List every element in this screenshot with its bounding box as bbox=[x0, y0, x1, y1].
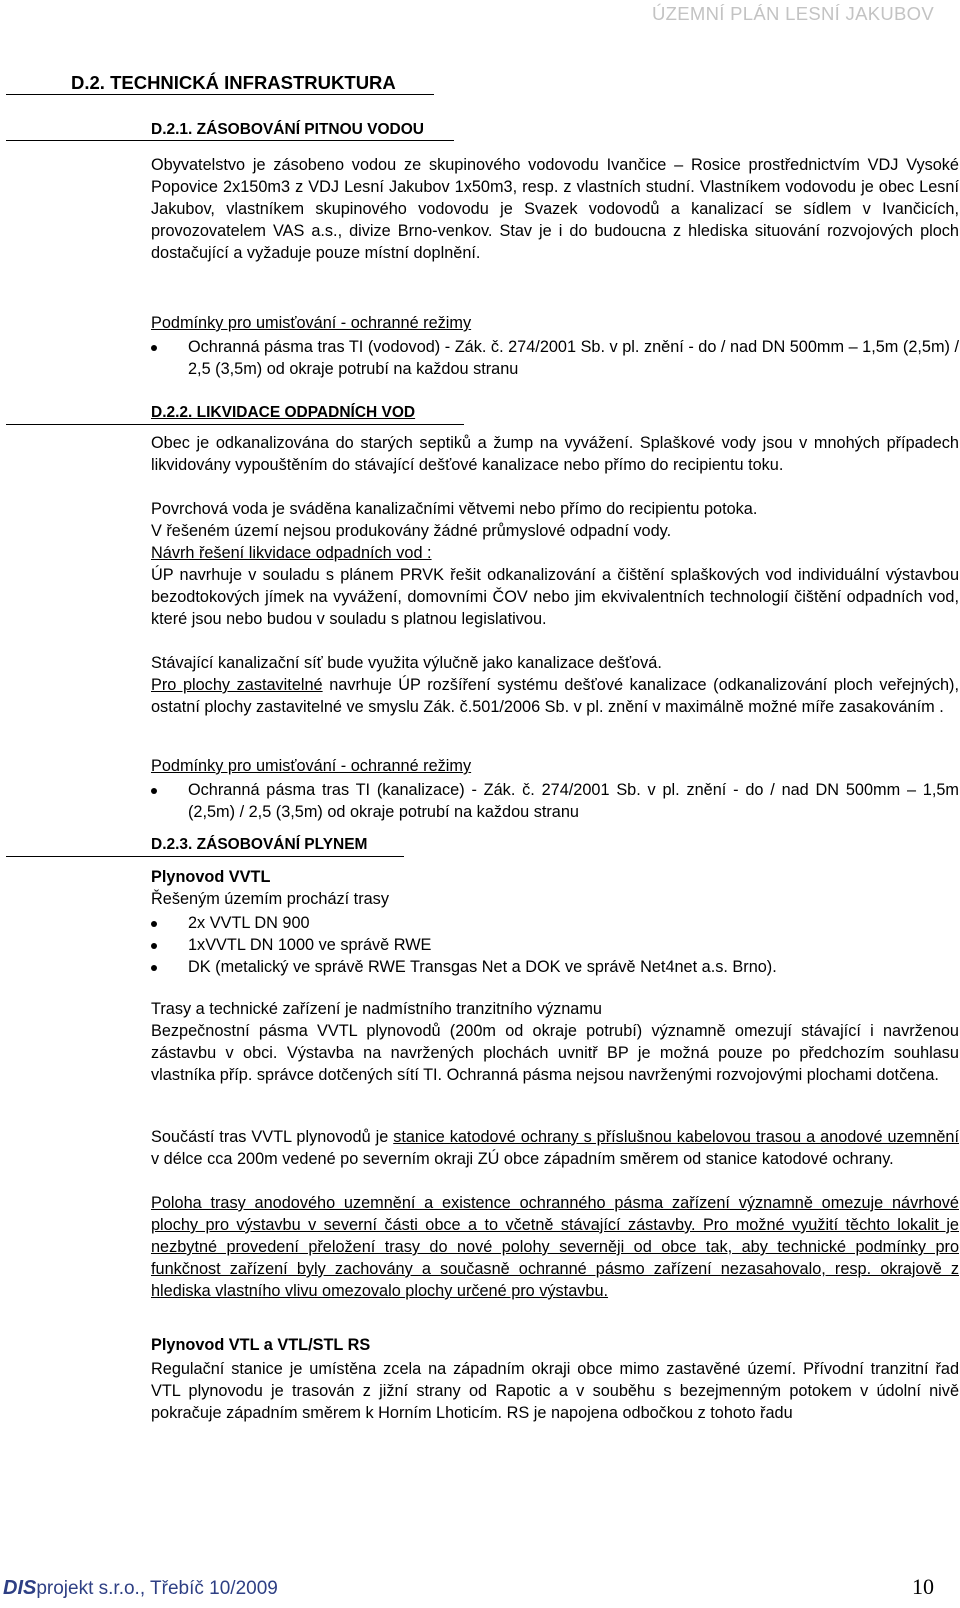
list-item bbox=[151, 779, 959, 823]
paragraph-cathodic-protection bbox=[151, 1126, 959, 1170]
paragraph-text: v délce cca 200m vedené po severním okraji ZÚ obce západním směrem od stanice katodové ochrany. bbox=[151, 1150, 894, 1168]
paragraph-proposal-title: Návrh řešení likvidace odpadních vod : bbox=[151, 544, 432, 562]
company-logo-text: DIS bbox=[3, 1577, 37, 1599]
company-text: projekt s.r.o., Třebíč 10/2009 bbox=[36, 1578, 278, 1599]
conditions-title: Podmínky pro umisťování - ochranné režimy bbox=[151, 314, 472, 332]
section-rule bbox=[6, 424, 464, 425]
paragraph-transit: Trasy a technické zařízení je nadmístního tranzitního významu bbox=[151, 1000, 602, 1018]
paragraph-text: navrhuje ÚP rozšíření systému dešťové kanalizace (odkanalizování ploch veřejných), ostatní plochy zastavitelné ve smyslu Zák. č.501/2006 Sb. v pl. znění v maximálně možné míře zasakováním . bbox=[151, 676, 959, 716]
list-item bbox=[151, 912, 959, 934]
page-number: 10 bbox=[912, 1574, 934, 1599]
paragraph-storm-sewer: Stávající kanalizační síť bude využita výlučně jako kanalizace dešťová. bbox=[151, 654, 662, 672]
paragraph-sewage: Obec je odkanalizována do starých septiků a žump na vyvážení. Splaškové vody jsou v mnohých případech likvidovány vypouštěním do stávající dešťové kanalizace nebo přímo do recipientu toku. bbox=[151, 434, 959, 474]
bullet-text: 1xVVTL DN 1000 ve správě RWE bbox=[188, 936, 432, 954]
bullet-text: DK (metalický ve správě RWE Transgas Net a DOK ve správě Net4net a.s. Brno). bbox=[188, 958, 777, 976]
list-item bbox=[151, 336, 959, 380]
paragraph-anode-position: Poloha trasy anodového uzemnění a existence ochranného pásma zařízení významně omezuje návrhové plochy pro výstavbu v severní části obce a to včetně stávající zástavby. Pro možné využití těchto lokalit je nezbytné provedení přeložení trasy do nové polohy severněji od obce tak, aby technické podmínky pro funkčnost zařízení byly zachovány a současně ochranné pásmo zařízení nezasahovalo, resp. okrajově z hlediska vlastního vlivu omezovalo plochy určené pro výstavbu. bbox=[151, 1194, 959, 1300]
bullet-icon bbox=[151, 788, 157, 794]
conditions-title: Podmínky pro umisťování - ochranné režimy bbox=[151, 757, 472, 775]
bullet-text: 2x VVTL DN 900 bbox=[188, 914, 310, 932]
bullet-text: Ochranná pásma tras TI (kanalizace) - Zák. č. 274/2001 Sb. v pl. znění - do / nad DN 500mm – 1,5m (2,5m) / 2,5 (3,5m) od okraje potrubí na každou stranu bbox=[188, 781, 959, 821]
list-item bbox=[151, 934, 959, 956]
paragraph-text: Součástí tras VVTL plynovodů je bbox=[151, 1128, 394, 1146]
bullet-icon bbox=[151, 345, 157, 351]
vvtl-intro: Řešeným územím prochází trasy bbox=[151, 890, 389, 908]
underlined-text: Pro plochy zastavitelné bbox=[151, 676, 323, 694]
section-rule bbox=[6, 140, 454, 141]
running-header: ÚZEMNÍ PLÁN LESNÍ JAKUBOV bbox=[652, 3, 934, 24]
subheading-vvtl: Plynovod VVTL bbox=[151, 868, 271, 886]
paragraph-regulation-station: Regulační stanice je umístěna zcela na západním okraji obce mimo zastavěné území. Přívodní tranzitní řad VTL plynovodu je trasován z jižní strany od Rapotic a v souběhu s bezejmenným potokem v údolní nivě pokračuje západním směrem k Horním Lhoticím. RS je napojena odbočkou z tohoto řadu bbox=[151, 1360, 959, 1422]
section-heading-d2: D.2. TECHNICKÁ INFRASTRUKTURA bbox=[71, 72, 396, 93]
section-rule bbox=[6, 856, 404, 857]
subheading-vtl: Plynovod VTL a VTL/STL RS bbox=[151, 1336, 371, 1354]
bullet-icon bbox=[151, 965, 157, 971]
bullet-icon bbox=[151, 943, 157, 949]
section-heading-d22: D.2.2. LIKVIDACE ODPADNÍCH VOD bbox=[151, 404, 416, 421]
section-heading-d21: D.2.1. ZÁSOBOVÁNÍ PITNOU VODOU bbox=[151, 121, 425, 138]
bullet-text: Ochranná pásma tras TI (vodovod) - Zák. č. 274/2001 Sb. v pl. znění - do / nad DN 500mm – 1,5m (2,5m) / 2,5 (3,5m) od okraje potrubí na každou stranu bbox=[188, 338, 959, 378]
underlined-text: stanice katodové ochrany s příslušnou kabelovou trasou a anodové uzemnění bbox=[393, 1128, 960, 1146]
list-item bbox=[151, 956, 959, 978]
paragraph-proposal: ÚP navrhuje v souladu s plánem PRVK řešit odkanalizování a čištění splaškových vod individuální výstavbou bezodtokových jímek na vyvážení, domovními ČOV nebo jim ekvivalentních technologií čištění odpadních vod, které jsou nebo budou v souladu s platnou legislativou. bbox=[151, 566, 959, 628]
paragraph-buildable-areas bbox=[151, 674, 959, 718]
paragraph-safety-zones: Bezpečnostní pásma VVTL plynovodů (200m od okraje potrubí) významně omezují stávající i navrženou zástavbu v obci. Výstavba na navržených plochách uvnitř BP je možná pouze po předchozím souhlasu vlastníka příp. správce dotčených sítí TI. Ochranná pásma nejsou navrženými rozvojovými plochami dotčena. bbox=[151, 1022, 959, 1084]
paragraph-water-supply: Obyvatelstvo je zásobeno vodou ze skupinového vodovodu Ivančice – Rosice prostřednictvím VDJ Vysoké Popovice 2x150m3 z VDJ Lesní Jakubov 1x50m3, resp. z vlastních studní. Vlastníkem vodovodu je obec Lesní Jakubov, vlastníkem skupinového vodovodu je Svazek vodovodů a kanalizací se sídlem v Ivančicích, provozovatelem VAS a.s., divize Brno-venkov. Stav je i do budoucna z hlediska situování rozvojových ploch dostačující a vyžaduje pouze místní doplnění. bbox=[151, 156, 959, 262]
bullet-icon bbox=[151, 921, 157, 927]
section-rule bbox=[6, 94, 434, 95]
paragraph-industrial-water: V řešeném území nejsou produkovány žádné průmyslové odpadní vody. bbox=[151, 522, 672, 540]
paragraph-surface-water: Povrchová voda je sváděna kanalizačními větvemi nebo přímo do recipientu potoka. bbox=[151, 500, 758, 518]
section-heading-d23: D.2.3. ZÁSOBOVÁNÍ PLYNEM bbox=[151, 836, 368, 853]
footer-company bbox=[3, 1577, 278, 1600]
